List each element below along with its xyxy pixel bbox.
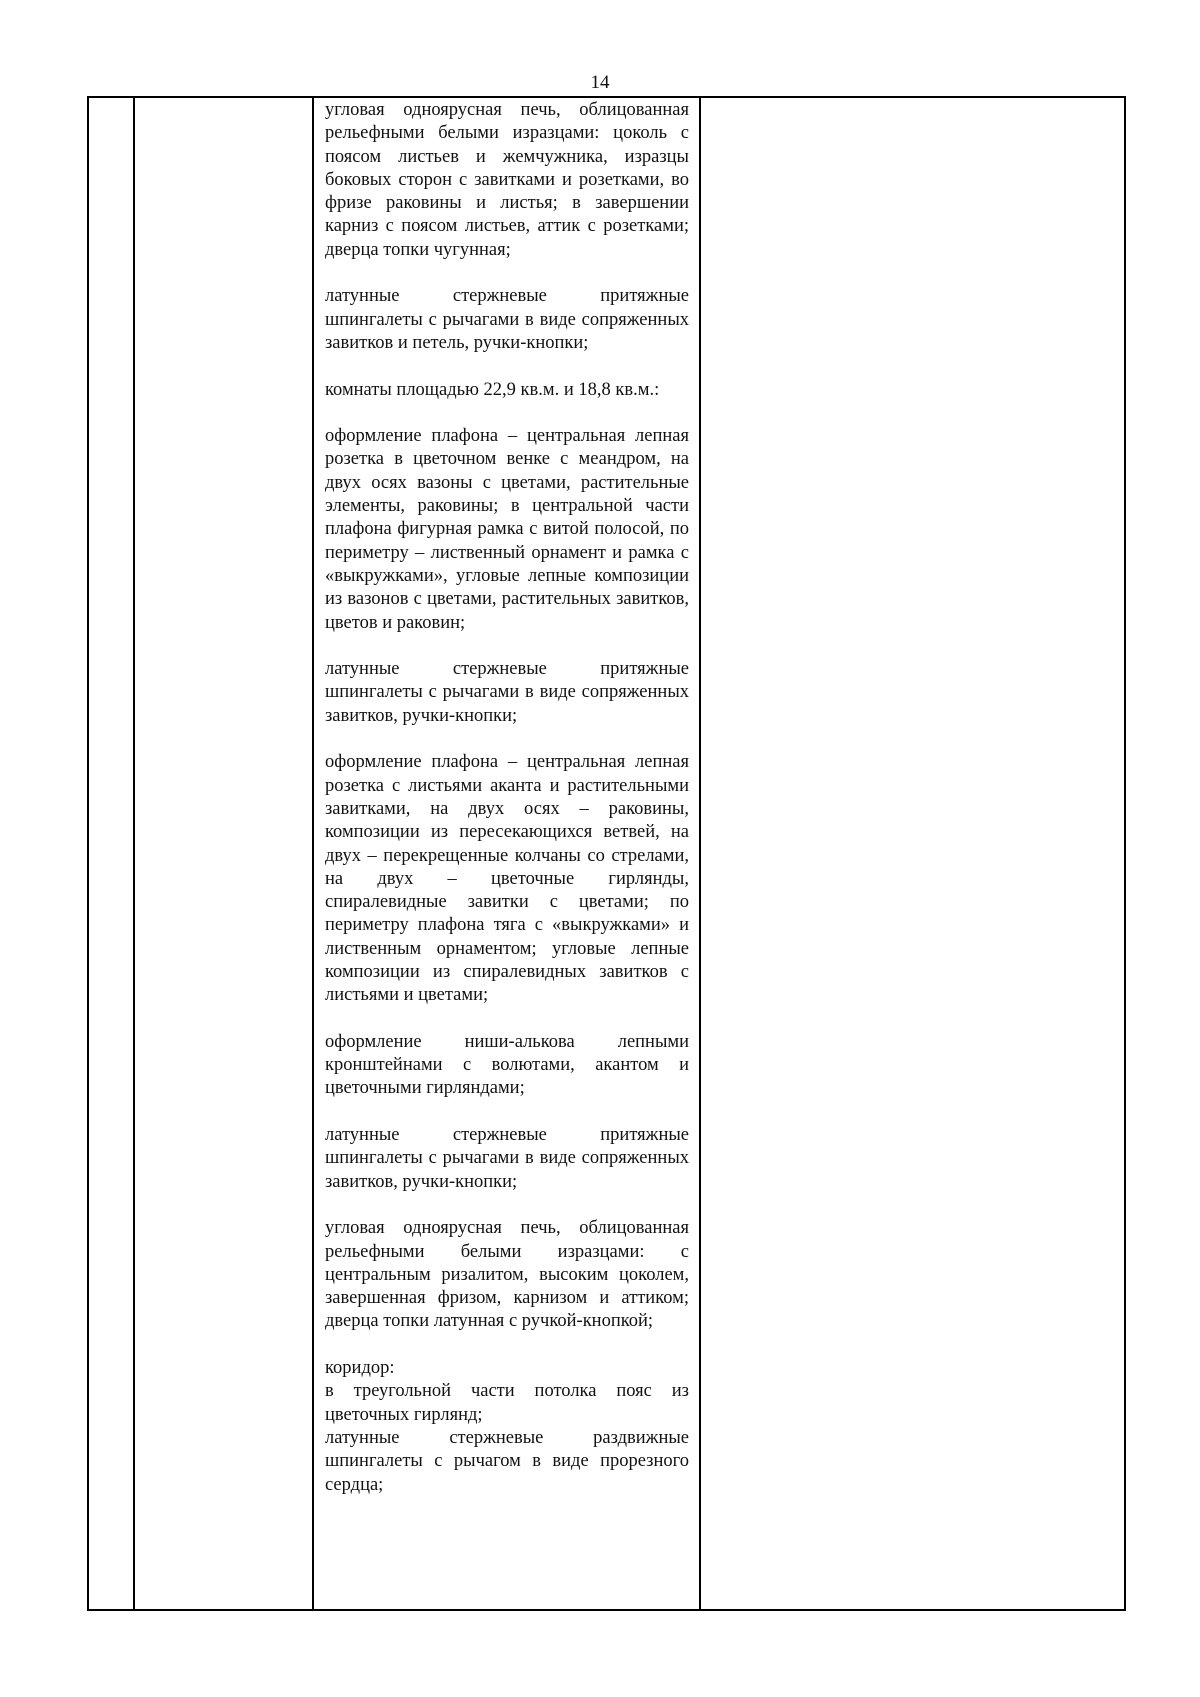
column-divider-2	[312, 98, 314, 1609]
paragraph-ceiling-1: оформление плафона – центральная лепная розетка в цветочном венке с меандром, на двух осях вазоны с цветами, растительные элементы, раковины; в центральной части плафона фигурная рамка с витой полосой, по периметру – лиственный орнамент и рамка с «выкружками», угловые лепные композиции из вазонов с цветами, растительных завитков, цветов и раковин;	[325, 426, 689, 633]
paragraph-alcove: оформление ниши-алькова лепными кронштейнами с волютами, акантом и цветочными гирляндами;	[325, 1031, 689, 1099]
paragraph-latches-3: латунные стержневые притяжные шпингалеты с рычагами в виде сопряженных завитков, ручки-кнопки;	[325, 1125, 689, 1192]
paragraph-stove-2: угловая одноярусная печь, облицованная рельефными белыми изразцами: с центральным ризалитом, высоким цоколем, завершенная фризом, карнизом и аттиком; дверца топки латунная с ручкой-кнопкой;	[325, 1218, 689, 1332]
corridor-heading: коридор:	[325, 1358, 395, 1379]
paragraph-ceiling-2: оформление плафона – центральная лепная розетка с листьями аканта и растительными завитками, на двух осях – раковины, композиции из пересекающихся ветвей, на двух – перекрещенные колчаны со стрелами, на двух – цветочные гирлянды, спиралевидные завитки с цветами; по периметру плафона тяга с «выкружками» и лиственным орнаментом; угловые лепные композиции из спиралевидных завитков с листьями и цветами;	[325, 752, 689, 1006]
page-number: 14	[590, 72, 610, 93]
column-divider-3	[699, 98, 701, 1609]
description-cell	[325, 99, 689, 1604]
paragraph-stove-1: угловая одноярусная печь, облицованная рельефными белыми изразцами: цоколь с поясом листьев и жемчужника, изразцы боковых сторон с завитками и розетками, во фризе раковины и листья; в завершении карниз с поясом листьев, аттик с розетками; дверца топки чугунная;	[325, 100, 689, 260]
paragraph-rooms-heading: комнаты площадью 22,9 кв.м. и 18,8 кв.м.:	[325, 379, 660, 400]
paragraph-latches-1: латунные стержневые притяжные шпингалеты с рычагами в виде сопряженных завитков и петель, ручки-кнопки;	[325, 286, 689, 353]
column-divider-1	[133, 98, 135, 1609]
paragraph-latches-2: латунные стержневые притяжные шпингалеты с рычагами в виде сопряженных завитков, ручки-кнопки;	[325, 659, 689, 726]
corridor-latches-line: латунные стержневые раздвижные шпингалеты с рычагом в виде прорезного сердца;	[325, 1427, 689, 1495]
corridor-ceiling-line: в треугольной части потолка пояс из цветочных гирлянд;	[325, 1381, 689, 1425]
